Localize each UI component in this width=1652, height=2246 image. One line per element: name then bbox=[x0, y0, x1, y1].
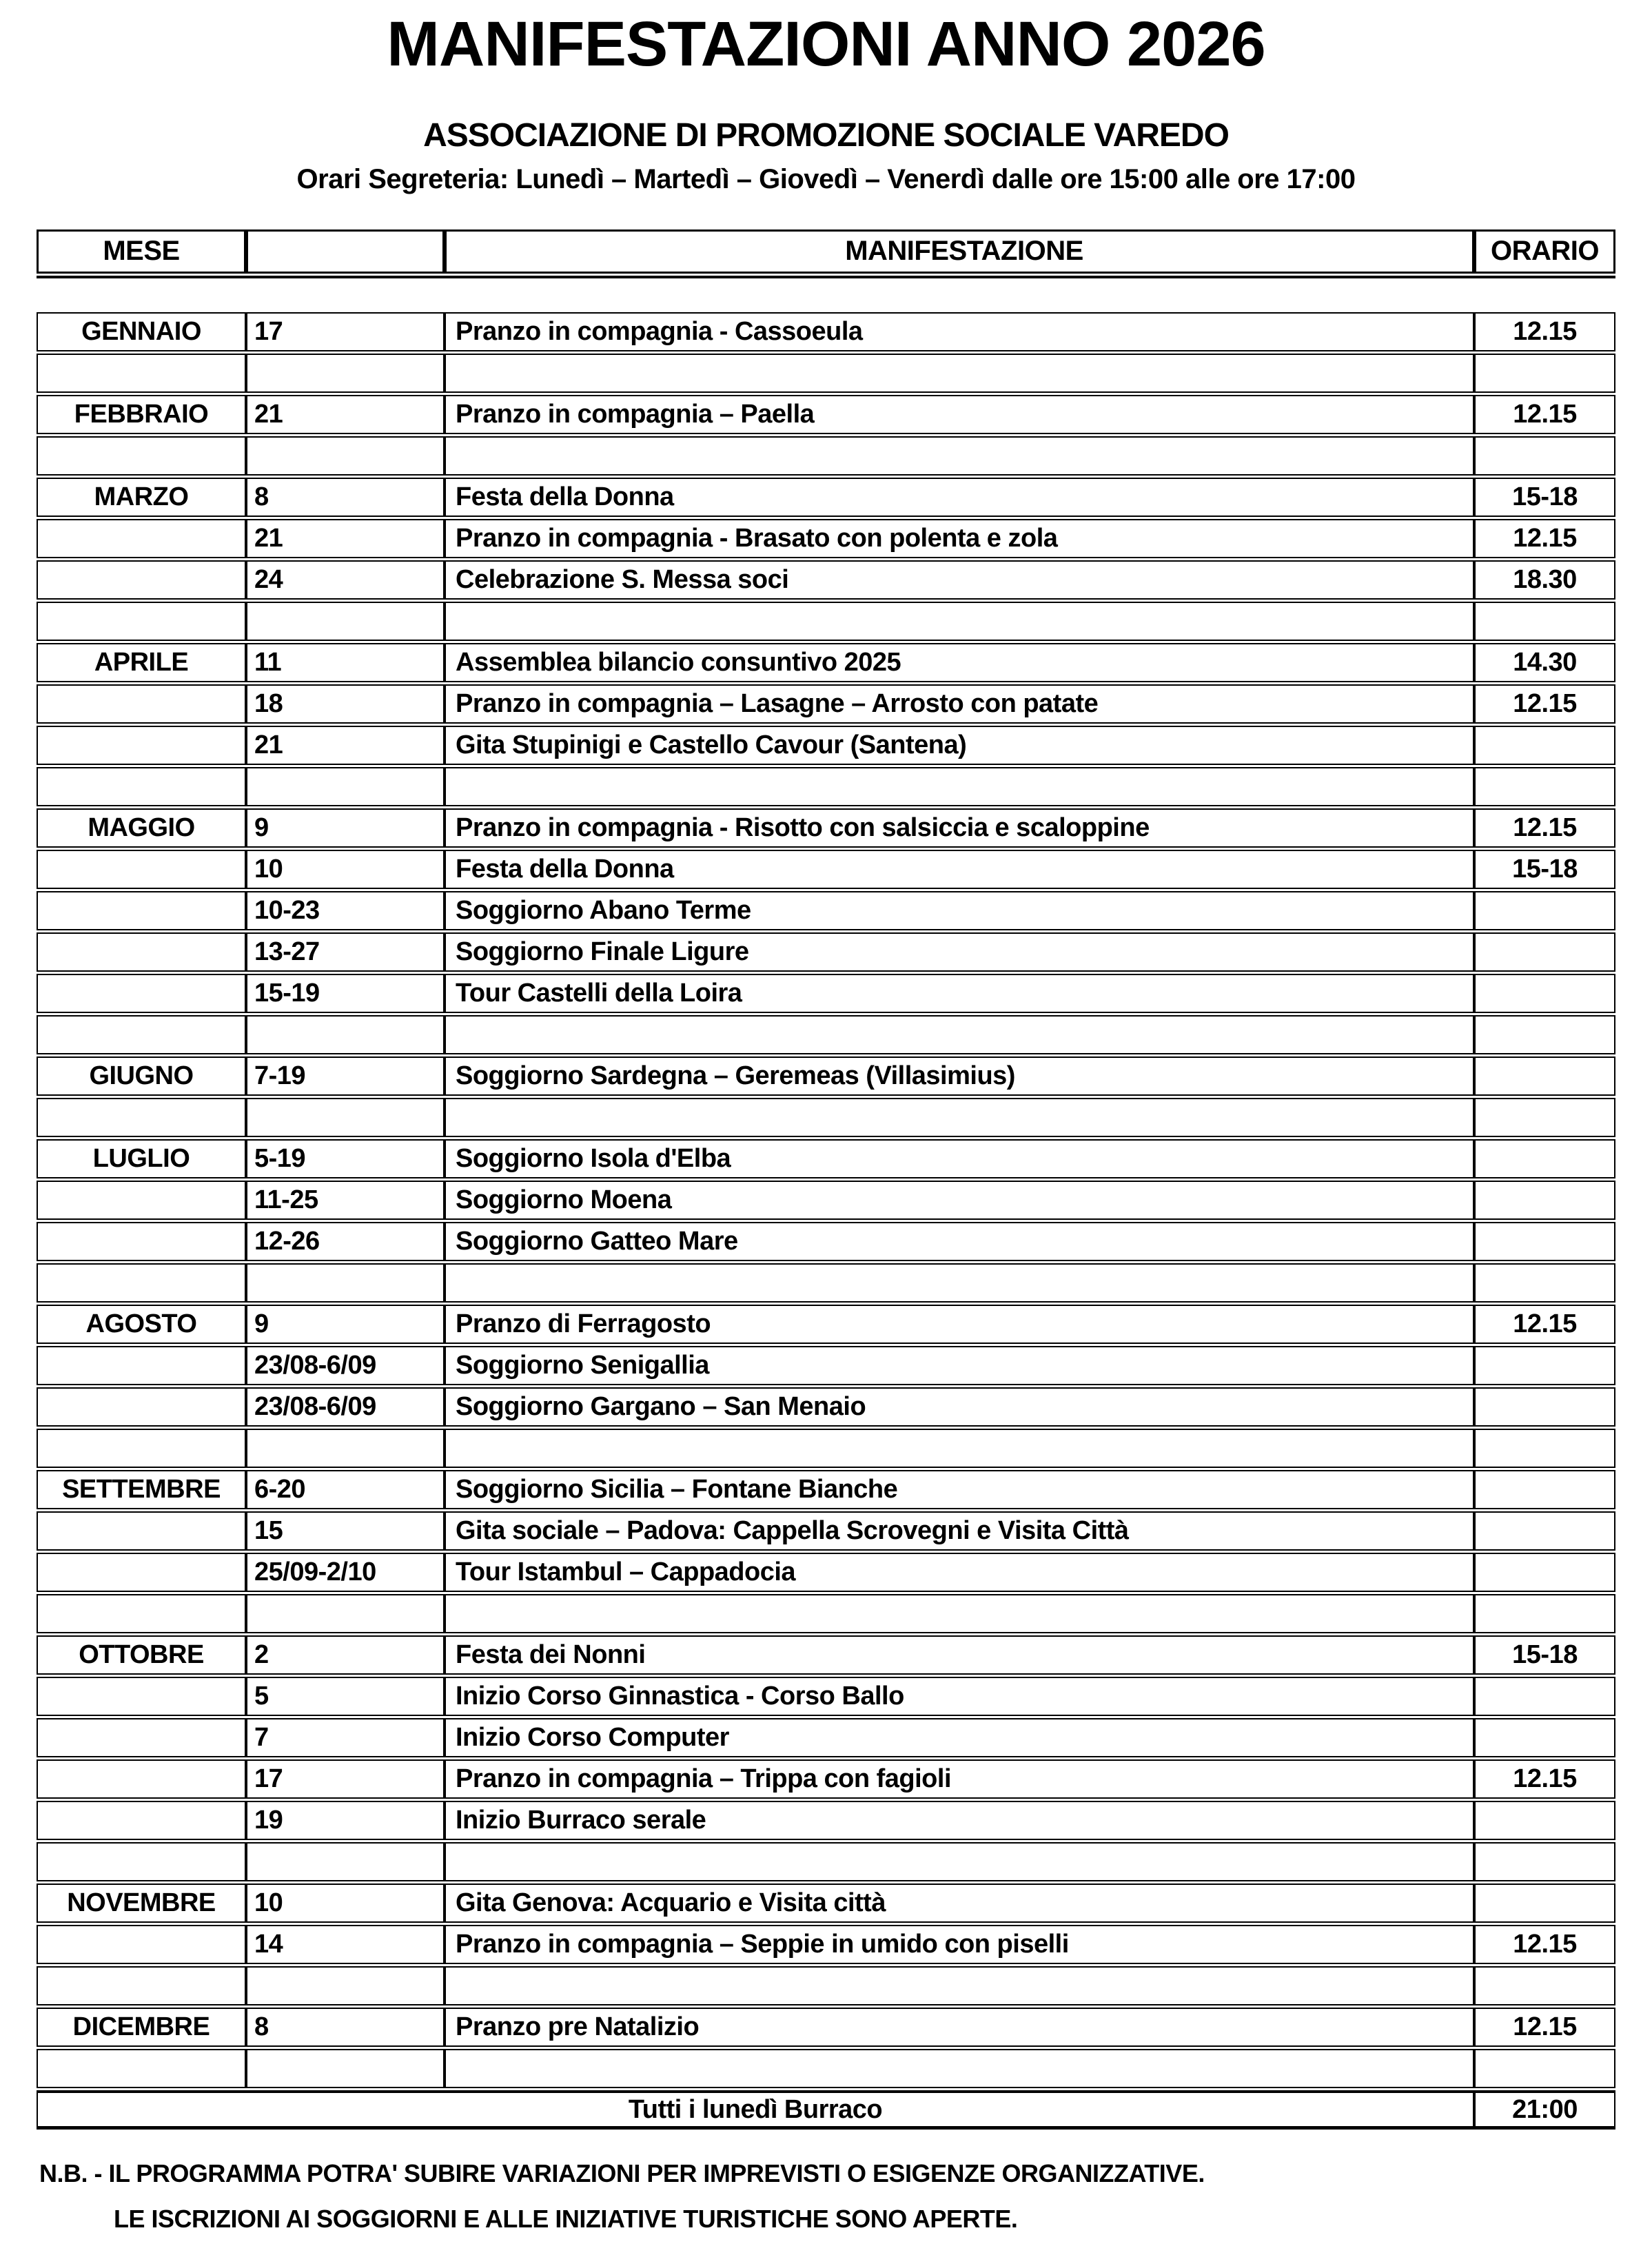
date-cell bbox=[246, 2049, 445, 2088]
spacer-row bbox=[37, 2049, 1615, 2088]
time-cell bbox=[1474, 1470, 1615, 1509]
event-cell bbox=[445, 354, 1474, 393]
time-cell: 12.15 bbox=[1474, 1759, 1615, 1799]
event-cell bbox=[445, 1842, 1474, 1881]
date-cell: 11 bbox=[246, 643, 445, 682]
date-cell: 13-27 bbox=[246, 932, 445, 972]
date-cell: 15 bbox=[246, 1511, 445, 1551]
date-cell: 7-19 bbox=[246, 1056, 445, 1096]
time-cell: 12.15 bbox=[1474, 2008, 1615, 2047]
time-cell bbox=[1474, 1594, 1615, 1633]
time-cell bbox=[1474, 1139, 1615, 1178]
spacer-row bbox=[37, 602, 1615, 641]
month-cell bbox=[37, 891, 246, 930]
month-cell: AGOSTO bbox=[37, 1305, 246, 1344]
date-cell: 9 bbox=[246, 1305, 445, 1344]
event-cell: Soggiorno Abano Terme bbox=[445, 891, 1474, 930]
event-row bbox=[37, 478, 1615, 517]
time-cell bbox=[1474, 767, 1615, 806]
date-cell bbox=[246, 602, 445, 641]
time-cell bbox=[1474, 1387, 1615, 1427]
event-cell: Pranzo in compagnia – Seppie in umido con piselli bbox=[445, 1925, 1474, 1964]
month-cell: NOVEMBRE bbox=[37, 1883, 246, 1923]
time-cell bbox=[1474, 436, 1615, 476]
event-row bbox=[37, 1056, 1615, 1096]
time-cell: 12.15 bbox=[1474, 395, 1615, 434]
event-cell: Pranzo in compagnia – Paella bbox=[445, 395, 1474, 434]
event-cell bbox=[445, 1263, 1474, 1303]
event-row bbox=[37, 643, 1615, 682]
month-cell bbox=[37, 519, 246, 558]
event-cell: Pranzo in compagnia - Risotto con salsiccia e scaloppine bbox=[445, 808, 1474, 848]
month-cell bbox=[37, 2049, 246, 2088]
time-cell: 15-18 bbox=[1474, 850, 1615, 889]
event-row bbox=[37, 1346, 1615, 1385]
date-cell: 11-25 bbox=[246, 1181, 445, 1220]
event-row bbox=[37, 1677, 1615, 1716]
event-cell: Soggiorno Moena bbox=[445, 1181, 1474, 1220]
event-cell: Pranzo in compagnia – Lasagne – Arrosto con patate bbox=[445, 684, 1474, 724]
month-cell: FEBBRAIO bbox=[37, 395, 246, 434]
note-line-1: N.B. - IL PROGRAMMA POTRA' SUBIRE VARIAZIONI PER IMPREVISTI O ESIGENZE ORGANIZZATIVE. bbox=[39, 2158, 1205, 2187]
month-cell bbox=[37, 1511, 246, 1551]
header-cell-date bbox=[246, 229, 445, 274]
date-cell bbox=[246, 436, 445, 476]
event-row bbox=[37, 726, 1615, 765]
month-cell bbox=[37, 1553, 246, 1592]
month-cell bbox=[37, 1346, 246, 1385]
month-cell bbox=[37, 684, 246, 724]
time-cell: 15-18 bbox=[1474, 478, 1615, 517]
month-cell bbox=[37, 1387, 246, 1427]
month-cell: MARZO bbox=[37, 478, 246, 517]
event-cell: Inizio Corso Ginnastica - Corso Ballo bbox=[445, 1677, 1474, 1716]
event-cell: Gita sociale – Padova: Cappella Scrovegni e Visita Città bbox=[445, 1511, 1474, 1551]
date-cell bbox=[246, 767, 445, 806]
event-row bbox=[37, 891, 1615, 930]
event-row bbox=[37, 1387, 1615, 1427]
event-row bbox=[37, 1883, 1615, 1923]
event-cell: Pranzo di Ferragosto bbox=[445, 1305, 1474, 1344]
time-cell bbox=[1474, 2049, 1615, 2088]
date-cell bbox=[246, 1263, 445, 1303]
date-cell bbox=[246, 1015, 445, 1054]
event-cell: Tour Istambul – Cappadocia bbox=[445, 1553, 1474, 1592]
date-cell: 23/08-6/09 bbox=[246, 1346, 445, 1385]
month-cell bbox=[37, 932, 246, 972]
spacer-row bbox=[37, 1015, 1615, 1054]
event-row bbox=[37, 1925, 1615, 1964]
date-cell: 19 bbox=[246, 1801, 445, 1840]
spacer-row bbox=[37, 1966, 1615, 2005]
time-cell bbox=[1474, 1181, 1615, 1220]
event-row bbox=[37, 1759, 1615, 1799]
time-cell bbox=[1474, 1511, 1615, 1551]
page-title: MANIFESTAZIONI ANNO 2026 bbox=[387, 9, 1265, 79]
date-cell: 2 bbox=[246, 1635, 445, 1675]
date-cell: 14 bbox=[246, 1925, 445, 1964]
event-cell bbox=[445, 1098, 1474, 1137]
event-cell: Soggiorno Senigallia bbox=[445, 1346, 1474, 1385]
notes bbox=[39, 2159, 1652, 2234]
date-cell: 15-19 bbox=[246, 974, 445, 1013]
date-cell: 10 bbox=[246, 850, 445, 889]
month-cell bbox=[37, 436, 246, 476]
date-cell bbox=[246, 354, 445, 393]
event-cell bbox=[445, 602, 1474, 641]
time-cell bbox=[1474, 1222, 1615, 1261]
time-cell: 12.15 bbox=[1474, 684, 1615, 724]
event-cell: Pranzo in compagnia – Trippa con fagioli bbox=[445, 1759, 1474, 1799]
date-cell: 24 bbox=[246, 560, 445, 600]
event-cell: Festa della Donna bbox=[445, 478, 1474, 517]
note-line-2: LE ISCRIZIONI AI SOGGIORNI E ALLE INIZIATIVE TURISTICHE SONO APERTE. bbox=[114, 2204, 1018, 2233]
header-row bbox=[37, 229, 1615, 274]
event-row bbox=[37, 1139, 1615, 1178]
time-cell bbox=[1474, 602, 1615, 641]
time-cell: 14.30 bbox=[1474, 643, 1615, 682]
event-row bbox=[37, 1305, 1615, 1344]
time-cell: 12.15 bbox=[1474, 312, 1615, 351]
date-cell: 7 bbox=[246, 1718, 445, 1757]
date-cell bbox=[246, 1594, 445, 1633]
spacer-row bbox=[37, 1098, 1615, 1137]
month-cell bbox=[37, 1429, 246, 1468]
spacer-row bbox=[37, 436, 1615, 476]
date-cell: 17 bbox=[246, 312, 445, 351]
month-cell: GIUGNO bbox=[37, 1056, 246, 1096]
date-cell: 17 bbox=[246, 1759, 445, 1799]
event-cell: Tour Castelli della Loira bbox=[445, 974, 1474, 1013]
time-cell: 12.15 bbox=[1474, 1305, 1615, 1344]
time-cell bbox=[1474, 1056, 1615, 1096]
time-cell: 12.15 bbox=[1474, 519, 1615, 558]
event-cell: Gita Stupinigi e Castello Cavour (Santena) bbox=[445, 726, 1474, 765]
month-cell: LUGLIO bbox=[37, 1139, 246, 1178]
spacer-row bbox=[37, 767, 1615, 806]
event-row bbox=[37, 1470, 1615, 1509]
month-cell bbox=[37, 354, 246, 393]
time-cell: 15-18 bbox=[1474, 1635, 1615, 1675]
date-cell: 23/08-6/09 bbox=[246, 1387, 445, 1427]
schedule-header-table bbox=[37, 229, 1615, 274]
header-cell-orario: ORARIO bbox=[1474, 229, 1615, 274]
time-cell bbox=[1474, 1015, 1615, 1054]
event-cell: Gita Genova: Acquario e Visita città bbox=[445, 1883, 1474, 1923]
event-cell: Assemblea bilancio consuntivo 2025 bbox=[445, 643, 1474, 682]
month-cell bbox=[37, 560, 246, 600]
time-cell: 12.15 bbox=[1474, 808, 1615, 848]
event-row bbox=[37, 684, 1615, 724]
date-cell: 6-20 bbox=[246, 1470, 445, 1509]
event-cell: Soggiorno Isola d'Elba bbox=[445, 1139, 1474, 1178]
schedule-table-body bbox=[37, 312, 1615, 2130]
date-cell: 5 bbox=[246, 1677, 445, 1716]
event-row bbox=[37, 974, 1615, 1013]
event-row bbox=[37, 1181, 1615, 1220]
month-cell bbox=[37, 1098, 246, 1137]
date-cell: 10-23 bbox=[246, 891, 445, 930]
spacer-row bbox=[37, 1842, 1615, 1881]
event-cell bbox=[445, 2049, 1474, 2088]
month-cell bbox=[37, 767, 246, 806]
month-cell: GENNAIO bbox=[37, 312, 246, 351]
spacer-row bbox=[37, 1263, 1615, 1303]
time-cell bbox=[1474, 1346, 1615, 1385]
event-row bbox=[37, 395, 1615, 434]
month-cell: MAGGIO bbox=[37, 808, 246, 848]
date-cell bbox=[246, 1842, 445, 1881]
time-cell bbox=[1474, 354, 1615, 393]
event-cell: Pranzo in compagnia - Brasato con polenta e zola bbox=[445, 519, 1474, 558]
event-row bbox=[37, 312, 1615, 351]
date-cell: 21 bbox=[246, 519, 445, 558]
time-cell bbox=[1474, 1842, 1615, 1881]
footer-time-cell: 21:00 bbox=[1474, 2090, 1615, 2130]
date-cell: 9 bbox=[246, 808, 445, 848]
month-cell bbox=[37, 602, 246, 641]
event-cell: Soggiorno Gargano – San Menaio bbox=[445, 1387, 1474, 1427]
time-cell: 18.30 bbox=[1474, 560, 1615, 600]
event-cell bbox=[445, 1594, 1474, 1633]
month-cell bbox=[37, 1222, 246, 1261]
month-cell bbox=[37, 1801, 246, 1840]
footer-label-cell: Tutti i lunedì Burraco bbox=[37, 2090, 1474, 2130]
event-cell: Inizio Corso Computer bbox=[445, 1718, 1474, 1757]
event-cell bbox=[445, 1966, 1474, 2005]
time-cell: 12.15 bbox=[1474, 1925, 1615, 1964]
month-cell: SETTEMBRE bbox=[37, 1470, 246, 1509]
month-cell bbox=[37, 1925, 246, 1964]
event-cell bbox=[445, 1015, 1474, 1054]
date-cell bbox=[246, 1429, 445, 1468]
month-cell bbox=[37, 1594, 246, 1633]
month-cell bbox=[37, 850, 246, 889]
header-cell-manifestazione: MANIFESTAZIONE bbox=[445, 229, 1474, 274]
event-cell: Celebrazione S. Messa soci bbox=[445, 560, 1474, 600]
event-row bbox=[37, 1635, 1615, 1675]
month-cell bbox=[37, 726, 246, 765]
spacer-row bbox=[37, 1594, 1615, 1633]
time-cell bbox=[1474, 1801, 1615, 1840]
date-cell bbox=[246, 1098, 445, 1137]
month-cell: DICEMBRE bbox=[37, 2008, 246, 2047]
event-cell bbox=[445, 767, 1474, 806]
time-cell bbox=[1474, 1883, 1615, 1923]
time-cell bbox=[1474, 1677, 1615, 1716]
event-cell: Festa della Donna bbox=[445, 850, 1474, 889]
event-row bbox=[37, 1222, 1615, 1261]
date-cell: 5-19 bbox=[246, 1139, 445, 1178]
month-cell bbox=[37, 1759, 246, 1799]
month-cell bbox=[37, 1842, 246, 1881]
header-thick-rule bbox=[37, 276, 1615, 278]
event-row bbox=[37, 1801, 1615, 1840]
time-cell bbox=[1474, 1263, 1615, 1303]
month-cell bbox=[37, 974, 246, 1013]
month-cell: OTTOBRE bbox=[37, 1635, 246, 1675]
event-cell: Soggiorno Finale Ligure bbox=[445, 932, 1474, 972]
time-cell bbox=[1474, 1718, 1615, 1757]
month-cell bbox=[37, 1677, 246, 1716]
event-cell: Pranzo in compagnia - Cassoeula bbox=[445, 312, 1474, 351]
date-cell: 12-26 bbox=[246, 1222, 445, 1261]
event-row bbox=[37, 850, 1615, 889]
time-cell bbox=[1474, 1966, 1615, 2005]
event-row bbox=[37, 2008, 1615, 2047]
month-cell bbox=[37, 1263, 246, 1303]
date-cell: 8 bbox=[246, 2008, 445, 2047]
event-cell: Festa dei Nonni bbox=[445, 1635, 1474, 1675]
secretary-hours: Orari Segreteria: Lunedì – Martedì – Giovedì – Venerdì dalle ore 15:00 alle ore 17:00 bbox=[296, 163, 1356, 194]
time-cell bbox=[1474, 1429, 1615, 1468]
association-name: ASSOCIAZIONE DI PROMOZIONE SOCIALE VAREDO bbox=[423, 116, 1229, 154]
event-cell: Pranzo pre Natalizio bbox=[445, 2008, 1474, 2047]
time-cell bbox=[1474, 891, 1615, 930]
date-cell: 21 bbox=[246, 726, 445, 765]
month-cell bbox=[37, 1718, 246, 1757]
event-cell bbox=[445, 1429, 1474, 1468]
date-cell: 18 bbox=[246, 684, 445, 724]
event-cell: Soggiorno Gatteo Mare bbox=[445, 1222, 1474, 1261]
spacer-row bbox=[37, 1429, 1615, 1468]
footer-row bbox=[37, 2090, 1615, 2130]
date-cell: 25/09-2/10 bbox=[246, 1553, 445, 1592]
time-cell bbox=[1474, 1098, 1615, 1137]
month-cell bbox=[37, 1181, 246, 1220]
date-cell: 10 bbox=[246, 1883, 445, 1923]
schedule-table bbox=[37, 310, 1615, 2132]
time-cell bbox=[1474, 726, 1615, 765]
date-cell: 8 bbox=[246, 478, 445, 517]
event-row bbox=[37, 932, 1615, 972]
time-cell bbox=[1474, 974, 1615, 1013]
event-row bbox=[37, 1511, 1615, 1551]
event-cell bbox=[445, 436, 1474, 476]
time-cell bbox=[1474, 1553, 1615, 1592]
header-cell-mese: MESE bbox=[37, 229, 246, 274]
event-cell: Soggiorno Sardegna – Geremeas (Villasimius) bbox=[445, 1056, 1474, 1096]
spacer-row bbox=[37, 354, 1615, 393]
date-cell: 21 bbox=[246, 395, 445, 434]
event-row bbox=[37, 519, 1615, 558]
event-cell: Inizio Burraco serale bbox=[445, 1801, 1474, 1840]
time-cell bbox=[1474, 932, 1615, 972]
event-row bbox=[37, 560, 1615, 600]
event-row bbox=[37, 808, 1615, 848]
month-cell bbox=[37, 1015, 246, 1054]
event-cell: Soggiorno Sicilia – Fontane Bianche bbox=[445, 1470, 1474, 1509]
event-row bbox=[37, 1553, 1615, 1592]
event-row bbox=[37, 1718, 1615, 1757]
month-cell: APRILE bbox=[37, 643, 246, 682]
date-cell bbox=[246, 1966, 445, 2005]
month-cell bbox=[37, 1966, 246, 2005]
